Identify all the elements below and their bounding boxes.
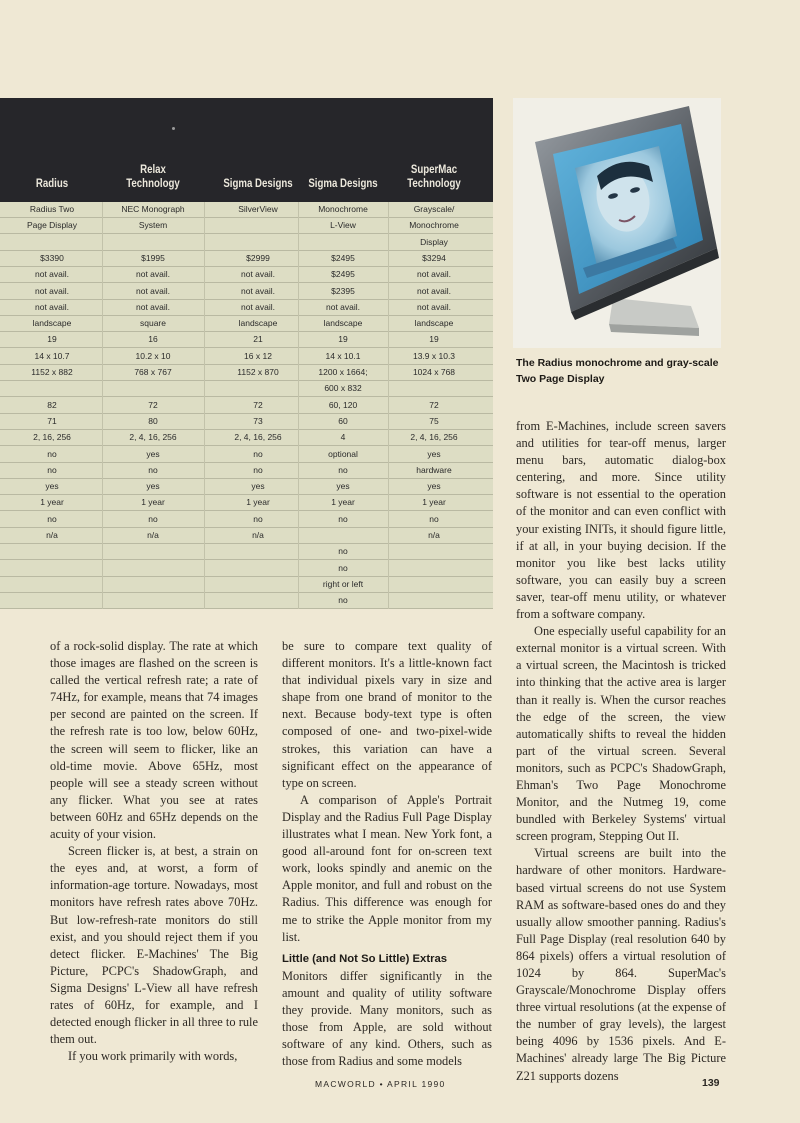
table-cell: not avail. <box>416 269 452 280</box>
section-heading: Little (and Not So Little) Extras <box>282 952 448 965</box>
table-cell: System <box>138 220 168 231</box>
table-cell: n/a <box>252 530 264 540</box>
table-column-divider <box>102 202 103 609</box>
monitor-photo <box>513 98 721 348</box>
table-cell: no <box>338 595 348 606</box>
table-body <box>0 202 493 609</box>
table-cell: 16 <box>148 334 158 345</box>
header-dot <box>172 127 175 130</box>
table-cell: 1152 x 870 <box>237 367 279 377</box>
table-row <box>0 528 493 544</box>
table-row <box>0 218 493 234</box>
table-cell: 13.9 x 10.3 <box>412 350 456 361</box>
table-cell: not avail. <box>240 285 276 296</box>
table-row <box>0 332 493 348</box>
table-header-cell: SuperMac Technology <box>407 164 461 190</box>
table-cell: 72 <box>148 399 158 410</box>
article-column-3 <box>516 418 726 1085</box>
table-cell: no <box>47 448 57 459</box>
table-row <box>0 447 493 463</box>
table-cell: 1152 x 882 <box>31 367 73 377</box>
table-cell: NEC Monograph <box>121 204 185 214</box>
table-header <box>0 98 493 202</box>
table-cell: 14 x 10.1 <box>325 350 361 361</box>
table-cell: square <box>140 318 166 329</box>
table-cell: 72 <box>253 399 263 410</box>
table-cell: 1024 x 768 <box>412 367 456 377</box>
table-cell: 2, 4, 16, 256 <box>234 432 282 443</box>
table-cell: yes <box>146 481 160 492</box>
table-cell: no <box>148 513 158 524</box>
table-row <box>0 398 493 414</box>
table-cell: 14 x 10.7 <box>34 350 70 361</box>
table-row <box>0 202 493 218</box>
paragraph: A comparison of Apple's Portrait Display and the Radius Full Page Display illustrates what I mean. New York font, a good all-around font for on-screen text work, looks spindly and anemic on the Apple monitor, and full and robust on the Radius. This difference was enough for me to strike the Apple monitor from my list. <box>282 792 492 944</box>
table-cell: no <box>253 513 263 524</box>
table-cell: 1 year <box>40 497 64 508</box>
table-cell: landscape <box>323 318 363 329</box>
table-cell: L-View <box>330 220 356 231</box>
table-cell: 73 <box>253 415 263 426</box>
table-cell: $2495 <box>331 252 355 263</box>
table-cell: 16 x 12 <box>244 350 272 361</box>
table-cell: Grayscale/ <box>413 204 455 214</box>
table-cell: not avail. <box>135 285 171 296</box>
table-cell: not avail. <box>325 301 361 312</box>
table-cell: Radius Two <box>29 204 75 214</box>
table-cell: 2, 4, 16, 256 <box>129 432 177 443</box>
table-cell: yes <box>251 481 265 492</box>
footer-magazine-date: MACWORLD • APRIL 1990 <box>315 1079 446 1089</box>
table-cell: SilverView <box>238 204 278 214</box>
paragraph: be sure to compare text quality of different monitors. It's a little-known fact that individual pixels vary in size and shape from one brand of monitor to the next. Because body-text type is often composed of one- and two-pixel-wide strokes, this variation can have a significant effect on the appearance of type on screen. <box>282 639 492 790</box>
table-row <box>0 284 493 300</box>
table-cell: no <box>47 513 57 524</box>
table-cell: n/a <box>46 530 58 540</box>
table-cell: 21 <box>253 334 263 345</box>
table-cell: 60 <box>338 415 348 426</box>
table-header-cell: Sigma Designs <box>223 178 293 190</box>
table-cell: 10.2 x 10 <box>135 350 171 361</box>
table-row <box>0 512 493 528</box>
table-cell: 768 x 767 <box>134 367 172 377</box>
table-cell: yes <box>146 448 160 459</box>
table-cell: not avail. <box>34 269 70 280</box>
table-row <box>0 463 493 479</box>
table-cell: 2, 16, 256 <box>33 432 71 443</box>
table-cell: $1995 <box>141 252 165 263</box>
comparison-table <box>0 98 493 609</box>
table-cell: 19 <box>47 334 57 345</box>
table-cell: 2, 4, 16, 256 <box>410 432 458 443</box>
table-cell: 75 <box>429 415 439 426</box>
table-cell: no <box>47 464 57 475</box>
table-header-cell: Sigma Designs <box>308 178 378 190</box>
table-cell: not avail. <box>416 285 452 296</box>
table-cell: no <box>338 513 348 524</box>
table-row <box>0 544 493 560</box>
table-column-divider <box>388 202 389 609</box>
paragraph: One especially useful capability for an external monitor is a virtual screen. With a virtual screen, the Macintosh is tricked into thinking that the active area is larger than it really is. When the cursor reaches the edge of the screen, the view automatically shifts to reveal the hidden part of the virtual screen. Several monitors, such as PCPC's ShadowGraph, Ehman's Two Page Monochrome Monitor, and the Nutmeg 19, come bundled with Berkeley Systems' virtual screen program, Stepping Out II. <box>516 624 726 844</box>
table-cell: 72 <box>429 399 439 410</box>
table-cell: 19 <box>338 334 348 345</box>
table-cell: 600 x 832 <box>324 383 362 394</box>
table-cell: no <box>338 464 348 475</box>
table-row <box>0 251 493 267</box>
table-cell: not avail. <box>240 269 276 280</box>
table-row <box>0 561 493 577</box>
table-cell: no <box>148 464 158 475</box>
paragraph: If you work primarily with words, <box>68 1049 238 1064</box>
table-cell: not avail. <box>34 285 70 296</box>
table-cell: yes <box>45 481 59 492</box>
table-header-cell: Radius <box>35 178 69 190</box>
table-cell: not avail. <box>135 269 171 280</box>
table-cell: no <box>338 546 348 557</box>
table-cell: optional <box>328 448 358 459</box>
table-cell: hardware <box>416 464 452 475</box>
table-cell: 82 <box>47 399 57 410</box>
table-cell: no <box>253 464 263 475</box>
article-column-2 <box>282 638 492 1070</box>
table-row <box>0 349 493 365</box>
table-row <box>0 414 493 430</box>
table-row <box>0 479 493 495</box>
table-cell: 71 <box>47 415 57 426</box>
table-cell: yes <box>427 481 441 492</box>
table-row <box>0 365 493 381</box>
photo-caption: The Radius monochrome and gray-scale Two Page Display <box>516 357 719 385</box>
table-cell: Display <box>420 236 448 247</box>
table-row <box>0 577 493 593</box>
table-row <box>0 300 493 316</box>
table-column-divider <box>204 202 205 609</box>
table-row <box>0 316 493 332</box>
table-row <box>0 267 493 283</box>
table-header-cell: Relax Technology <box>126 164 180 190</box>
table-cell: 1200 x 1664; <box>318 367 368 377</box>
table-cell: n/a <box>428 530 440 540</box>
table-cell: yes <box>336 481 350 492</box>
table-cell: 1 year <box>422 497 446 508</box>
table-cell: landscape <box>238 318 278 329</box>
table-cell: $3390 <box>40 252 64 263</box>
table-column-divider <box>298 202 299 609</box>
page-number: 139 <box>702 1077 720 1089</box>
table-row <box>0 235 493 251</box>
table-cell: Monochrome <box>409 220 459 231</box>
article-column-1 <box>50 638 258 1065</box>
paragraph: from E-Machines, include screen savers and utilities for tear-off menus, larger menu bars, automatic dialog-box centering, and more. Since utility software is not essential to the operation of the monitor and can even conflict with your existing INITs, it should figure little, if at all, in your buying decision. If the monitor you like best lacks utility software, you can easily buy a screen saver, tear-off menu utility, or whatever from a software company. <box>516 419 726 622</box>
table-cell: landscape <box>414 318 454 329</box>
table-row <box>0 381 493 397</box>
table-cell: Page Display <box>26 220 78 231</box>
paragraph: Monitors differ significantly in the amount and quality of utility software they provide. Many monitors, such as those from Apple, are sold without software of any kind. Others, such as those from Radius and some models <box>282 968 492 1069</box>
table-cell: 19 <box>429 334 439 345</box>
table-cell: Monochrome <box>318 204 368 214</box>
table-cell: $2495 <box>331 269 355 280</box>
table-row <box>0 430 493 446</box>
table-cell: not avail. <box>34 301 70 312</box>
paragraph: Screen flicker is, at best, a strain on the eyes and, at worst, a form of information-age torture. Nowadays, most monitors have refresh rates above 70Hz. But low-refresh-rate monitors do still exist, and you should reject them if you detect flicker. E-Machines' The Big Picture, PCPC's ShadowGraph, and Sigma Designs' L-View all have refresh rates of 60Hz, for example, and I detected enough flicker in all three to rule them out. <box>50 844 258 1047</box>
table-cell: yes <box>427 448 441 459</box>
table-cell: $2395 <box>331 285 355 296</box>
table-cell: n/a <box>147 530 159 540</box>
table-cell: $2999 <box>246 252 270 263</box>
table-cell: $3294 <box>422 252 446 263</box>
table-cell: 1 year <box>246 497 270 508</box>
table-cell: 4 <box>340 432 346 443</box>
table-cell: no <box>253 448 263 459</box>
table-cell: right or left <box>322 578 364 589</box>
table-cell: not avail. <box>240 301 276 312</box>
table-row <box>0 495 493 511</box>
table-cell: 1 year <box>331 497 355 508</box>
table-cell: 80 <box>148 415 158 426</box>
table-cell: not avail. <box>416 301 452 312</box>
paragraph: Virtual screens are built into the hardware of other monitors. Hardware-based virtual screens do not use System RAM as software-based ones do and they usually allow smoother panning. Radius's Full Page Display (real resolution 640 by 864 pixels) offers a virtual resolution of 1024 by 864. SuperMac's Grayscale/Monochrome Display offers three virtual resolutions (at the expense of the number of gray levels), the largest being 4096 by 1536 pixels. And E-Machines' already large The Big Picture Z21 supports dozens <box>516 846 726 1083</box>
table-cell: 60, 120 <box>328 399 358 410</box>
table-cell: not avail. <box>135 301 171 312</box>
table-cell: no <box>338 562 348 573</box>
table-cell: 1 year <box>141 497 165 508</box>
table-row <box>0 593 493 609</box>
table-cell: landscape <box>32 318 72 329</box>
paragraph: of a rock-solid display. The rate at which those images are flashed on the screen is called the vertical refresh rate; a rate of 74Hz, for example, means that 74 images per second are painted on the screen. If the refresh rate is too low, below 60Hz, the screen will seem to flicker, like an old-time movie. Above 65Hz, most people will see a steady screen without any flicker. What you see at rates between 60Hz and 65Hz depends on the acuity of your vision. <box>50 639 258 842</box>
table-cell: no <box>429 513 439 524</box>
